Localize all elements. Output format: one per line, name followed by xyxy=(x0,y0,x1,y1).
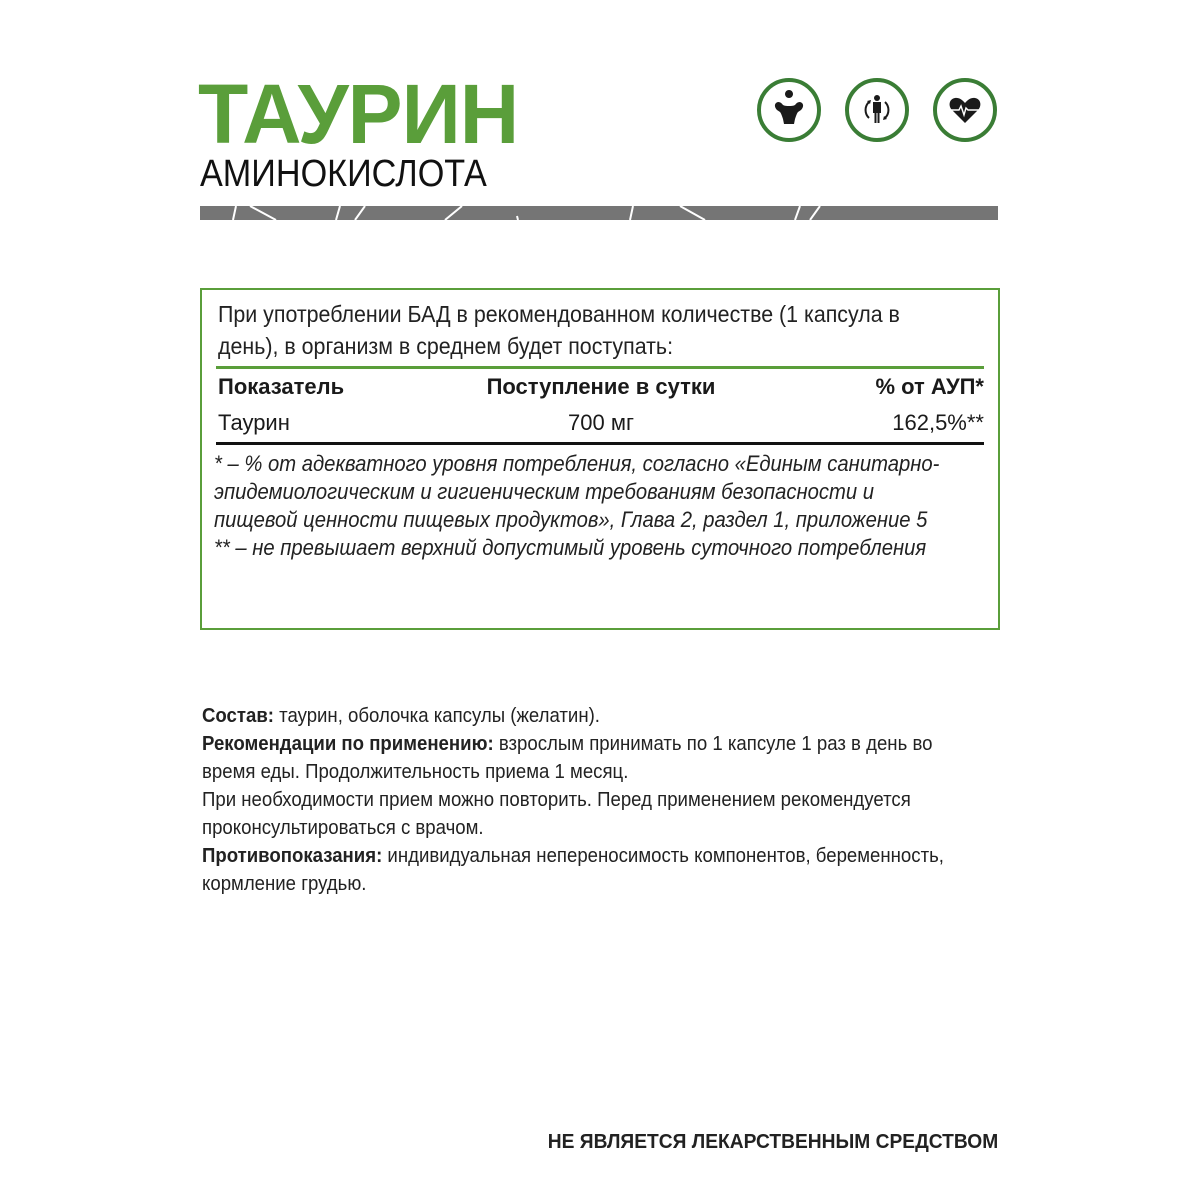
composition xyxy=(202,702,965,730)
contra-text: индивидуальная непереносимость компонентов, беременность, кормление грудью. xyxy=(202,845,944,895)
intro-text: При употреблении БАД в рекомендованном количестве (1 капсула в день), в организм в среднем будет поступать: xyxy=(218,301,900,359)
divider xyxy=(216,442,984,445)
footnote-1: * – % от адекватного уровня потребления, согласно «Единым санитарно-эпидемиологическим и гигиеническим требованиям безопасности и пищевой ценности пищевых продуктов», Глава 2, раздел 1, приложение 5 xyxy=(214,451,940,532)
muscle-icon xyxy=(757,78,821,142)
composition-label: Состав: xyxy=(202,705,274,727)
column-header-indicator: Показатель xyxy=(218,374,345,399)
composition-text: таурин, оболочка капсулы (желатин). xyxy=(273,705,600,727)
usage xyxy=(202,730,965,786)
footnotes xyxy=(214,450,950,562)
contra-label: Противопоказания: xyxy=(202,845,383,867)
contraindications xyxy=(202,842,965,898)
product-subtitle: АМИНОКИСЛОТА xyxy=(200,153,487,195)
column-header-daily-intake: Поступление в сутки xyxy=(486,374,716,399)
repeat-note: При необходимости прием можно повторить. Перед применением рекомендуется проконсультироваться с врачом. xyxy=(202,789,911,839)
decorative-stripe xyxy=(200,206,998,220)
cell-indicator: Таурин xyxy=(218,410,290,435)
column-header-percent: % от АУП* xyxy=(875,374,984,399)
usage-label: Рекомендации по применению: xyxy=(202,733,494,755)
usage-text: взрослым принимать по 1 капсуле 1 раз в день во время еды. Продолжительность приема 1 месяц. xyxy=(202,733,933,783)
disclaimer: НЕ ЯВЛЯЕТСЯ ЛЕКАРСТВЕННЫМ СРЕДСТВОМ xyxy=(547,1131,998,1153)
product-details xyxy=(202,702,965,898)
product-title: ТАУРИН xyxy=(198,67,519,161)
footnote-2: ** – не превышает верхний допустимый уровень суточного потребления xyxy=(214,535,927,560)
nutrition-info-box xyxy=(200,288,1000,630)
benefit-icons xyxy=(757,78,997,142)
divider xyxy=(216,366,984,369)
cell-daily-intake: 700 мг xyxy=(568,410,634,435)
cell-percent: 162,5%** xyxy=(892,410,984,435)
heart-pulse-icon xyxy=(933,78,997,142)
metabolism-icon xyxy=(845,78,909,142)
